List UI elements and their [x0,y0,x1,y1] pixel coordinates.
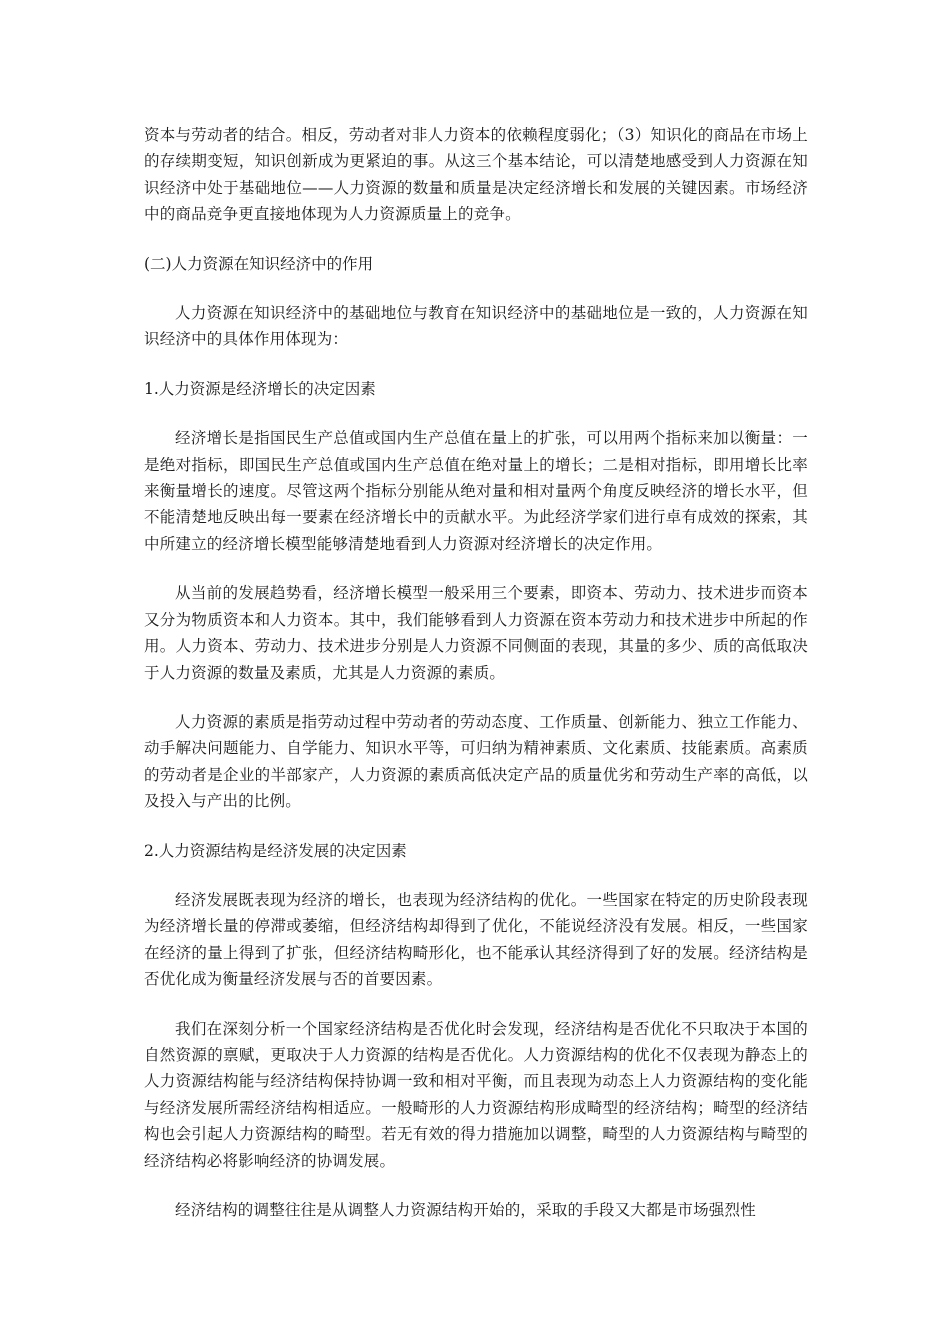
subsection-heading-1: 1.人力资源是经济增长的决定因素 [144,379,376,398]
subsection-heading-2: 2.人力资源结构是经济发展的决定因素 [144,841,407,860]
paragraph-economic-development: 经济发展既表现为经济的增长，也表现为经济结构的优化。一些国家在特定的历史阶段表现为经济增长量的停滞或萎缩，但经济结构却得到了优化，不能说经济没有发展。相反，一些国家在经济的量上得到了扩张，但经济结构畸形化，也不能承认其经济得到了好的发展。经济结构是否优化成为衡量经济发展与否的首要因素。 [144,890,808,989]
paragraph-structure-adjustment: 经济结构的调整往往是从调整人力资源结构开始的，采取的手段又大都是市场强烈性 [175,1201,756,1219]
paragraph-quality: 人力资源的素质是指劳动过程中劳动者的劳动态度、工作质量、创新能力、独立工作能力、动手解决问题能力、自学能力、知识水平等，可归纳为精神素质、文化素质、技能素质。高素质的劳动者是企业的半部家产，人力资源的素质高低决定产品的质量优劣和劳动生产率的高低，以及投入与产出的比例。 [144,712,808,811]
paragraph-intro: 人力资源在知识经济中的基础地位与教育在知识经济中的基础地位是一致的，人力资源在知识经济中的具体作用体现为： [144,304,808,349]
paragraph-economic-growth: 经济增长是指国民生产总值或国内生产总值在量上的扩张，可以用两个指标来加以衡量：一是绝对指标，即国民生产总值或国内生产总值在绝对量上的增长；二是相对指标，即用增长比率来衡量增长的速度。尽管这两个指标分别能从绝对量和相对量两个角度反映经济的增长水平，但不能清楚地反映出每一要素在经济增长中的贡献水平。为此经济学家们进行卓有成效的探索，其中所建立的经济增长模型能够清楚地看到人力资源对经济增长的决定作用。 [144,429,808,553]
document-page [144,122,808,1223]
paragraph-structure-analysis: 我们在深刻分析一个国家经济结构是否优化时会发现，经济结构是否优化不只取决于本国的自然资源的禀赋，更取决于人力资源的结构是否优化。人力资源结构的优化不仅表现为静态上的人力资源结构能与经济结构保持协调一致和相对平衡，而且表现为动态上人力资源结构的变化能与经济发展所需经济结构相适应。一般畸形的人力资源结构形成畸型的经济结构；畸型的经济结构也会引起人力资源结构的畸型。若无有效的得力措施加以调整，畸型的人力资源结构与畸型的经济结构必将影响经济的协调发展。 [144,1019,808,1170]
section-heading-2: (二)人力资源在知识经济中的作用 [144,254,374,273]
paragraph-growth-model: 从当前的发展趋势看，经济增长模型一般采用三个要素，即资本、劳动力、技术进步而资本又分为物质资本和人力资本。其中，我们能够看到人力资源在资本劳动力和技术进步中所起的作用。人力资本、劳动力、技术进步分别是人力资源不同侧面的表现，其量的多少、质的高低取决于人力资源的数量及素质，尤其是人力资源的素质。 [144,584,808,682]
paragraph-continuation: 资本与劳动者的结合。相反，劳动者对非人力资本的依赖程度弱化；（3）知识化的商品在市场上的存续期变短，知识创新成为更紧迫的事。从这三个基本结论，可以清楚地感受到人力资源在知识经济中处于基础地位——人力资源的数量和质量是决定经济增长和发展的关键因素。市场经济中的商品竞争更直接地体现为人力资源质量上的竞争。 [144,126,808,224]
